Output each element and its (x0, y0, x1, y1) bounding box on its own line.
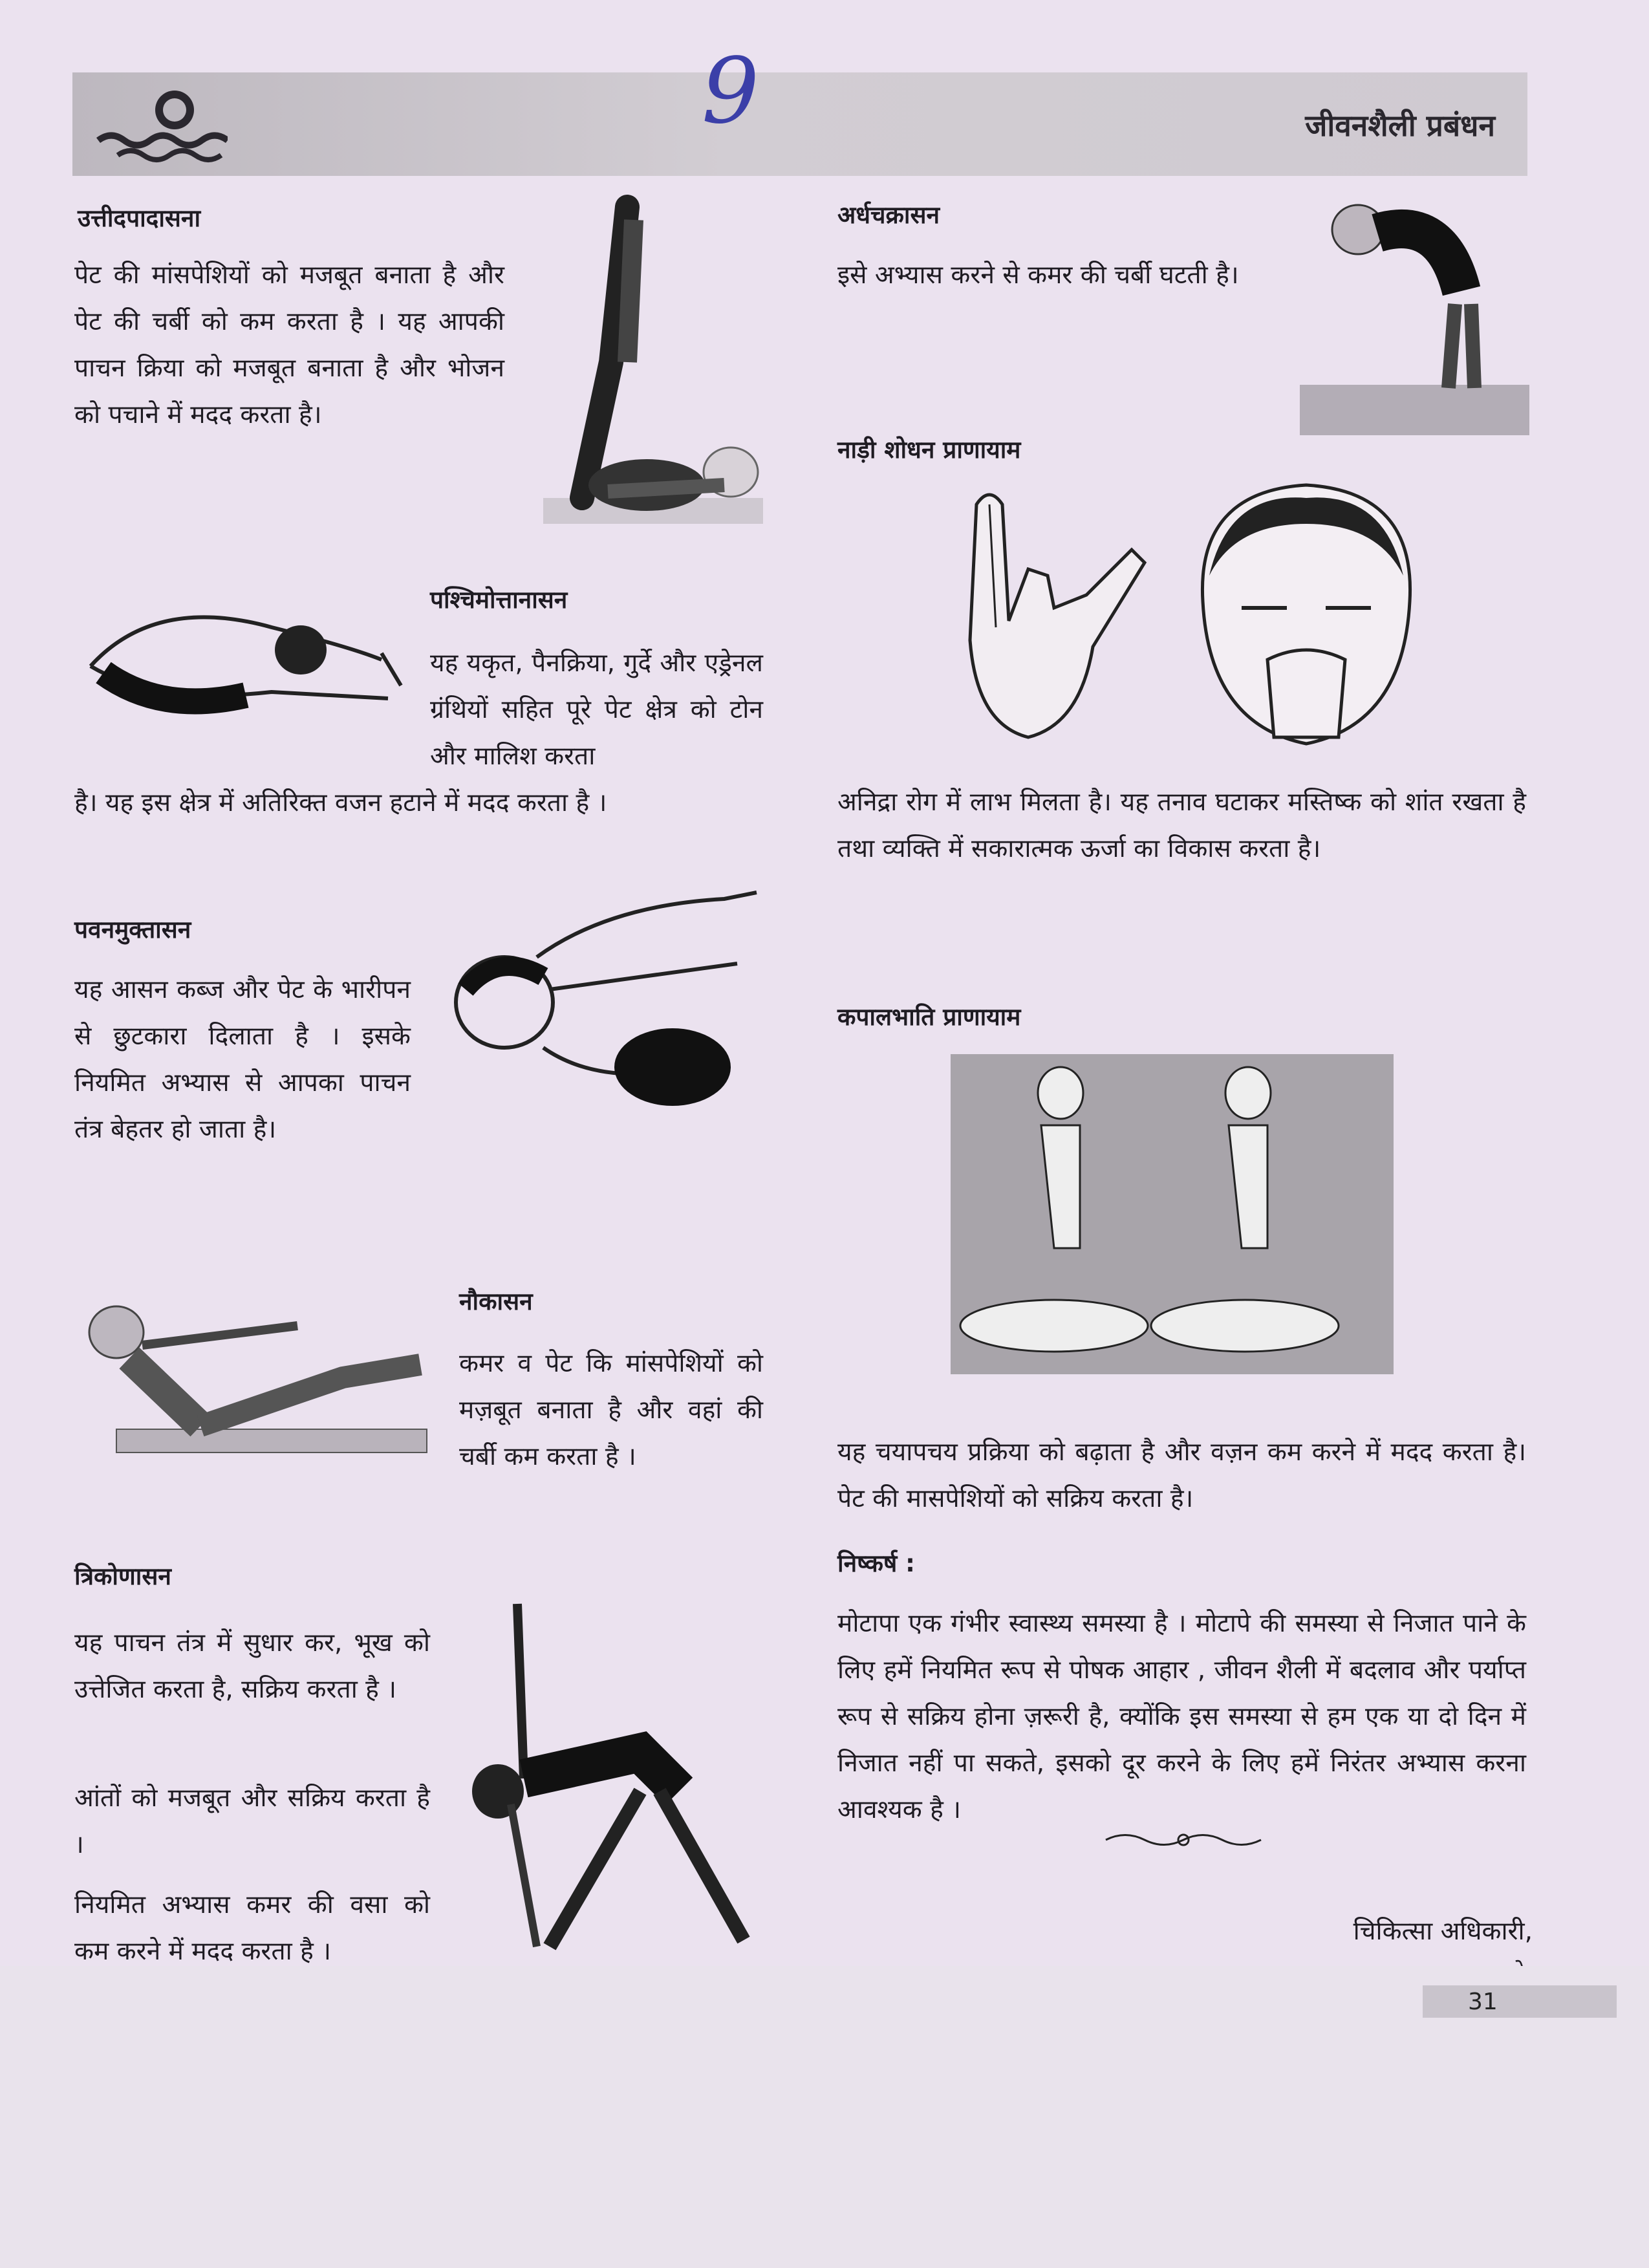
page-number-strip (1423, 1985, 1617, 2018)
pavanmuktasana-figure-icon (427, 880, 770, 1138)
text-trikonasana-1: यह पाचन तंत्र में सुधार कर, भूख को उत्तेजित करता है, सक्रिय करता है । (74, 1628, 430, 1704)
naukasana-figure-icon (71, 1287, 433, 1468)
heading-kapalbhati: कपालभाति प्राणायाम (837, 1003, 1021, 1031)
page-number: 31 (1468, 1989, 1498, 2015)
header-band (72, 72, 1527, 176)
handwritten-page-mark: 9 (702, 39, 760, 144)
scan-background (0, 1966, 1649, 2268)
paschimottanasana-figure-icon (78, 589, 414, 724)
nostril-breathing-face-icon (1190, 479, 1423, 750)
text-pavanmuktasana: यह आसन कब्ज और पेट के भारीपन से छुटकारा दिलाता है । इसके नियमित अभ्यास से आपका पाचन तंत्र बेहतर हो जाता है। (74, 975, 411, 1144)
signature-designation: चिकित्सा अधिकारी, (1353, 1917, 1533, 1946)
text-paschimottanasana-full: है। यह इस क्षेत्र में अतिरिक्त वजन हटाने में मदद करता है । (74, 788, 607, 817)
heading-trikonasana: त्रिकोणासन (74, 1562, 171, 1590)
heading-pavanmuktasana: पवनमुक्तासन (74, 916, 191, 944)
text-trikonasana-2: आंतों को मजबूत और सक्रिय करता है । (74, 1784, 430, 1859)
text-naukasana: कमर व पेट कि मांसपेशियों को मज़बूत बनाता है और वहां की चर्बी कम करता है । (459, 1349, 763, 1471)
heading-naukasana: नौकासन (459, 1288, 533, 1315)
heading-conclusion: निष्कर्ष : (837, 1550, 915, 1577)
sun-waves-logo-icon (85, 79, 228, 169)
text-uttanpadasana: पेट की मांसपेशियों को मजबूत बनाता है और पेट की चर्बी को कम करता है । यह आपकी पाचन क्रिया को मजबूत बनाता है और भोजन को पचाने में मदद करता है। (74, 261, 504, 429)
heading-uttanpadasana: उत्तीदपादासना (78, 204, 201, 232)
section-title: जीवनशैली प्रबंधन (1305, 108, 1495, 143)
hand-mudra-icon (938, 479, 1151, 750)
text-trikonasana-3: नियमित अभ्यास कमर की वसा को कम करने में मदद करता है । (74, 1890, 430, 1966)
ornament-divider-icon (1099, 1827, 1267, 1853)
trikonasana-figure-icon (446, 1597, 757, 1960)
heading-nadi-shodhan: नाड़ी शोधन प्राणायाम (837, 436, 1021, 464)
text-paschimottanasana-side: यह यकृत, पैनक्रिया, गुर्दे और एड्रेनल ग्रंथियों सहित पूरे पेट क्षेत्र को टोन और मालिश करता (430, 649, 763, 771)
heading-paschimottanasana: पश्चिमोत्तानासन (430, 586, 568, 614)
text-nadi-shodhan: अनिद्रा रोग में लाभ मिलता है। यह तनाव घटाकर मस्तिष्क को शांत रखता है तथा व्यक्ति में सकारात्मक ऊर्जा का विकास करता है। (837, 788, 1526, 863)
heading-ardhachakrasana: अर्धचक्रासन (837, 201, 940, 229)
ardhachakrasana-figure-icon (1300, 194, 1529, 440)
text-ardhachakrasana: इसे अभ्यास करने से कमर की चर्बी घटती है। (837, 261, 1239, 290)
text-kapalbhati: यह चयापचय प्रक्रिया को बढ़ाता है और वज़न कम करने में मदद करता है। पेट की मासपेशियों को सक्रिय करता है। (837, 1438, 1526, 1513)
uttanpadasana-figure-icon (530, 194, 770, 530)
text-conclusion: मोटापा एक गंभीर स्वास्थ्य समस्या है । मोटापे की समस्या से निजात पाने के लिए हमें नियमित रूप से पोषक आहार , जीवन शैली में बदलाव और पर्याप्त रूप से सक्रिय होना ज़रूरी है, क्योंकि इस समस्या से हम एक या दो दिन में निजात नहीं पा सकते, इसको दूर करने के लिए हमें निरंतर अभ्यास करना आवश्यक है । (837, 1609, 1526, 1824)
kapalbhati-photo (951, 1054, 1394, 1374)
